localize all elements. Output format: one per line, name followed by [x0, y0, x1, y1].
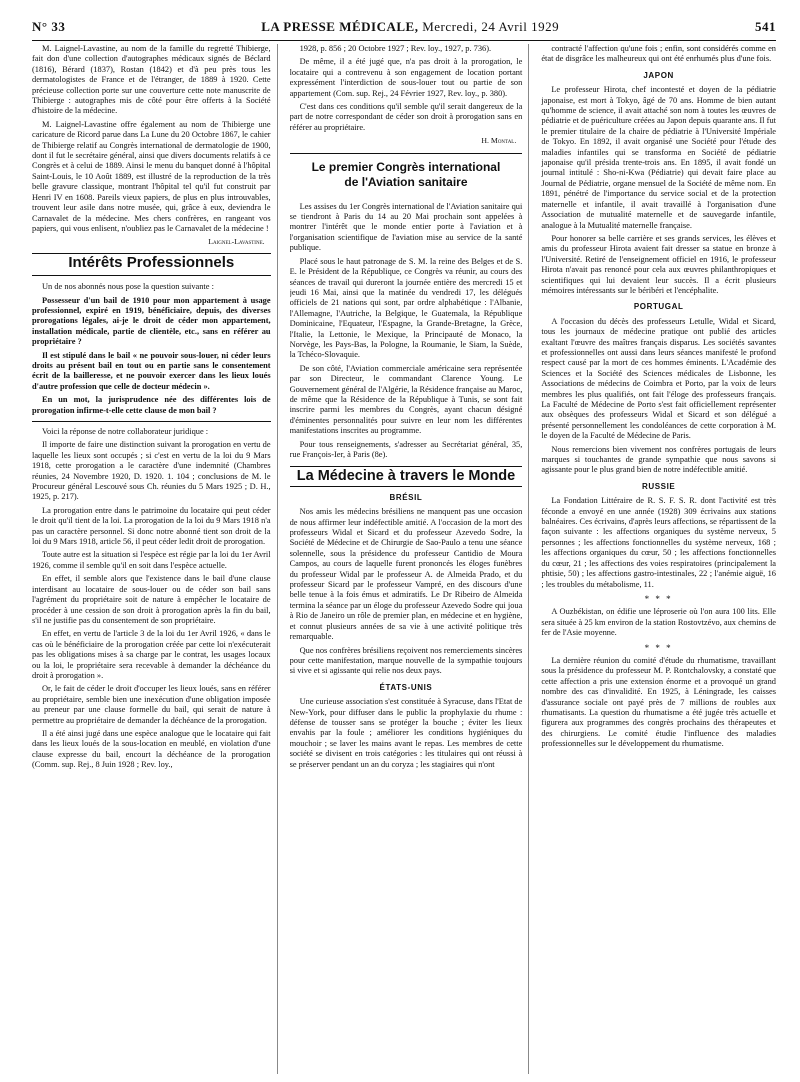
country-heading-portugal: PORTUGAL [633, 302, 684, 312]
rhumatisme-block [541, 656, 776, 750]
page-number: 541 [754, 19, 776, 34]
paragraph: Possesseur d'un bail de 1910 pour mon appartement à usage professionnel, expiré en 1919, bénéficiaire, depuis, des diverses prorogations légales, ai-je le droit de céder mon appartement, installation médicale, partie de clientèle, etc., sans en référer au propriétaire ? [32, 295, 271, 347]
paragraph: A l'occasion du décès des professeurs Letulle, Widal et Sicard, tous les journaux de médecine pratique ont publié des articles exaltant l'œuvre des maîtres français disparus. Les sociétés savantes et professionnelles ont aussi dans leurs séances manifesté le profond respect causé par la mort de ces hommes éminents. L'Académie des Sciences et la Société des Sciences médicales de Lisbonne, les Associations de médecins de Coimbra et Porto, par la voix de leurs membres les plus qualifiés, ont fait l'éloge des professeurs français. La Faculté de Médecine de Porto s'est fait officiellement représenter aux obsèques des professeurs Widal et Sicard et son délégué a présenté personnellement les condoléances de cette corporation à M. le doyen de la Faculté de Médecine de Paris. [541, 316, 776, 441]
separator-stars: * * * [644, 642, 673, 653]
paragraph: Les assises du 1er Congrès international de l'Aviation sanitaire qui se tiendront à Paris du 14 au 20 Mai prochain sont appelées à montrer l'intérêt que le monde entier porte à l'aviation et à l'organisation scientifique de l'aviation mise au service de la santé publique. [289, 201, 523, 253]
paragraph: Nos amis les médecins brésiliens ne manquent pas une occasion de nous affirmer leur indéfectible amitié. A l'occasion de la mort des professeurs Widal et Sicard et du professeur Azevedo Sodre, la Société de Médecine et de Chirurgie de Sao-Paulo a tenu une séance solennelle, sous la présidence du professeur Cantidio de Moura Campos, au cours de laquelle furent prononcés les éloges funèbres du professeur Widal par le professeur A. de Almeida Prado, et du professeur Sicard par le professeur Vampré, en des discours d'une belle tenue à la fois émus et admiratifs. Le Dr Ribeiro de Almeida termina la séance par un éloge du professeur Azevedo Sodre qui joua à Rio de Janeiro un rôle de premier plan, en médecine et en hygiène, et connut plusieurs années de sa vie à une activité politique très remarquable. [289, 507, 523, 642]
paragraph: contracté l'affection qu'une fois ; enfin, sont considérés comme en état de disgrâce les malheureux qui ont été enrhumés plus d'une fois. [541, 44, 776, 64]
paragraph: De son côté, l'Aviation commerciale américaine sera représentée par son Directeur, le commandant Clarence Young. Le Gouvernement général de l'Algérie, la Résidence française au Maroc, de même que la Résidence de la République à Tunis, se sont fait inscrire parmi les membres du Congrès, ayant chacun désigné d'éminentes personnalités pour suivre en leur nom les différentes manifestations inscrites au programme. [289, 363, 523, 436]
paragraph: Pour tous renseignements, s'adresser au Secrétariat général, 35, rue François-Ier, à Paris (8e). [289, 439, 523, 459]
paragraph: 1928, p. 856 ; 20 Octobre 1927 ; Rev. loy., 1927, p. 736). [299, 44, 492, 53]
bresil-block [290, 507, 523, 677]
paragraph: Une curieuse association s'est constituée à Syracuse, dans l'Etat de New-York, pour diffuser dans le public la prophylaxie du rhume : défense de tousser sans se protéger la bouche ; éviter les lieux envahis par la foule ; améliorer les conditions hygiéniques du mouchoir ; se laver les mains avant le repas. Les membres de cette société se divisent en trois catégories : les titulaires qui ont réussi à se préserver pendant un an du coryza ; les stagiaires qui n'ont [289, 697, 523, 769]
issue-date: Mercredi, 24 Avril 1929 [422, 19, 560, 34]
paragraph: Placé sous le haut patronage de S. M. la reine des Belges et de S. E. le Président de la République, ce Congrès va réunir, au cours des séances de travail qui dureront la journée entière des mercredi 15 et jeudi 16 Mai, ainsi que la matinée du vendredi 17, les délégués officiels de 21 nations qui sont, par ordre alphabétique : l'Albanie, l'Allemagne, l'Autriche, la Belgique, le Guatemala, la République Dominicaine, l'Equateur, l'Espagne, la Grande-Bretagne, la Grèce, l'Italie, la Lettonie, le Mexique, la Principauté de Monaco, la Norvège, les Pays-Bas, la Pologne, la Roumanie, le Siam, la Suède, la Tchéco-Slovaquie. [289, 256, 523, 360]
section-header [32, 253, 271, 276]
paragraph: Que nos confrères brésiliens reçoivent nos remerciements sincères pour cette manifestation, marque nouvelle de la sympathie toujours si vive et si agissante qui relie nos deux pays. [289, 645, 523, 676]
separator-stars: * * * [644, 593, 673, 604]
masthead [32, 14, 776, 41]
legal-signature: H. Montal. [481, 136, 517, 146]
paragraph: Il a été ainsi jugé dans une espèce analogue que le locataire qui fait dans les lieux loués de la sous-location en meublé, en violation d'une clause expresse du bail, encourt la déchéance de la prorogation (Comm. sup. Rej., 8 Juin 1928 ; Rev. loy., [32, 728, 271, 770]
usa-continuation-block [541, 44, 776, 65]
congress-title [290, 153, 523, 196]
question-block [32, 296, 271, 416]
paragraph: Pour honorer sa belle carrière et ses grands services, les élèves et amis du professeur Hirota avaient fait dresser sa statue en bronze à l'Université. Retiré de l'enseignement officiel en 1916, le professeur Hirota n'avait pas renoncé pour cela aux œuvres philanthropiques et scientifiques qui lui devaient leur succès. Il a écrit plusieurs mémoires intéressants sur le béribéri et l'encéphalite. [541, 233, 776, 295]
paragraph: La dernière réunion du comité d'étude du rhumatisme, travaillant sous la présidence du professeur M. P. Rontchalovsky, a constaté que cette affection a pris une extension énorme et a provoqué un grand nombre des cas d'invalidité. En 1925, à Léningrade, les caisses d'assurance sociale ont payé près de 7 millions de roubles aux rhumatisants. La question du rhumatisme a été jugée très actuelle et figurera aux programmes des congrès prochains des thérapeutes et des chirurgiens. Le comité étudie l'influence des maladies professionnelles sur le développement du rhumatisme. [541, 655, 776, 749]
country-heading-bresil: BRÉSIL [389, 492, 423, 502]
paragraph: C'est dans ces conditions qu'il semble qu'il serait dangereux de la part de notre correspondant de céder son droit à prorogation sans en référer au propriétaire. [289, 102, 523, 132]
japon-block [541, 85, 776, 296]
paragraph: En un mot, la jurisprudence née des différentes lois de prorogation infirme-t-elle cette clause de mon bail ? [32, 395, 271, 415]
congress-title-line-2: de l'Aviation sanitaire [344, 174, 468, 189]
issue-number: N° 33 [32, 19, 66, 34]
congress-title-line-1: Le premier Congrès international [311, 159, 501, 174]
paragraph: En effet, il semble alors que l'existence dans le bail d'une clause interdisant au locataire de sous-louer ou de céder son bail sans l'agrément du propriétaire soit de nature à empêcher le locataire de procéder à une cession de son droit à prorogation après la fin du bail, s'il ne justifie pas du consentement de son propriétaire. [32, 574, 271, 625]
congress-block [290, 202, 523, 461]
paragraph: De même, il a été jugé que, n'a pas droit à la prorogation, le locataire qui a contrevenu à son engagement de location portant expressément l'interdiction de sous-louer tout ou partie de son appartement (Com. sup. Rej., 24 Février 1927, Rev. loy., p. 380). [289, 57, 523, 98]
paragraph: A Ouzbékistan, on édifie une léproserie où l'on aura 100 lits. Elle sera située à 25 km environ de la station Rostovtzévo, aux chemins de fer de l'Asie moyenne. [541, 607, 776, 638]
russie-block [541, 496, 776, 590]
column-1 [32, 44, 278, 1074]
portugal-block [541, 317, 776, 476]
paragraph: Il importe de faire une distinction suivant la prorogation en vertu de laquelle les lieux sont occupés ; si c'est en vertu de la loi du 9 Mars 1918, cette prorogation a le caractère d'une indemnité (Chambres réunies, 24 Novembre 1920, D. 1920. 1. 104 ; conclusions de M. le Procureur général Lescouvé sous Ch. réunies du 5 Mars 1925 ; D. H., 1925, p. 217). [32, 440, 271, 502]
answer-intro: Voici la réponse de notre collaborateur juridique : [42, 427, 209, 436]
usa-block [290, 697, 523, 770]
journal-title [261, 19, 559, 35]
column-3 [541, 44, 776, 1074]
journal-name: LA PRESSE MÉDICALE, [261, 19, 419, 34]
country-heading-russie: RUSSIE [641, 481, 676, 491]
paragraph: Il est stipulé dans le bail « ne pouvoir sous-louer, ni céder leurs droits au présent bail en tout ou en partie sans le consentement écrit de la bailleresse, et ne pouvoir exercer dans les lieux loués d'autre profession que celle de docteur médecin ». [32, 350, 271, 391]
newspaper-page [32, 14, 776, 1074]
paragraph: M. Laignel-Lavastine, au nom de la famille du regretté Thibierge, fait don d'une collection d'autographes médicaux signés de Béclard (1816), Bérard (1837), Rostan (1842) et d'à peu près tous les dermatologistes de France et de l'étranger, de 1889 à 1920. Cette précieuse collection porte sur une couverture cette note manuscrite de Thibierge : autographes mis de côté pour être offerts à la Société d'histoire de la médecine. [32, 44, 271, 116]
paragraph: Toute autre est la situation si l'espèce est régie par la loi du 1er Avril 1926, comme il semble qu'il en soit dans l'espèce actuelle. [32, 550, 271, 570]
ouzbek-block [541, 607, 776, 638]
country-heading-usa: ÉTATS-UNIS [379, 682, 433, 692]
intro-block [32, 44, 271, 234]
world-section-title: La Médecine à travers le Monde [290, 466, 523, 486]
intro-signature: Laignel-Lavastine. [208, 237, 265, 247]
paragraph: La prorogation entre dans le patrimoine du locataire qui peut céder le droit qu'il tient de la loi. La prorogation de la loi du 9 Mars 1918 n'a pas un caractère personnel. Si donc notre abonné tient son droit de la loi du 9 Mars 1918, article 56, il peut céder ledit droit de prorogation. [32, 505, 271, 547]
paragraph: M. Laignel-Lavastine offre également au nom de Thibierge une caricature de Ricord parue dans La Lune du 20 Octobre 1867, le cahier de Thibierge relatif au Congrès international de dermatologie de 1900, dont il fut le secrétaire général, ainsi que divers documents relatifs à ce Congrès et à celui de 1889. Ainsi le menu du banquet donné à l'hôpital Saint-Louis, le 10 Août 1889, est illustré de la reproduction de la très belle gravure classique, montrant l'hôpital tel qu'il fut construit par Henri IV en 1608. Pareils vieux papiers, de plus en plus introuvables, trouvent leur asile dans notre musée, qui, grâce à eux, deviendra le Carnavalet de la médecine. Mes chers confrères, en rangeant vos papiers, qui vous enlisent, n'oubliez pas le Carnavalet de la médecine ! [32, 119, 271, 233]
paragraph: En effet, en vertu de l'article 3 de la loi du 1er Avril 1926, « dans le cas où le bénéficiaire de la prorogation créée par cette loi n'exécuterait pas les obligations mises à sa charge par le contrat, les usages locaux ou la loi, le propriétaire sera recevable à demander la déchéance du droit à prorogation ». [32, 629, 271, 680]
country-heading-japon: JAPON [643, 70, 674, 80]
paragraph: Or, le fait de céder le droit d'occuper les lieux loués, sans en référer au propriétaire, semble bien une inexécution d'une obligation imposée au preneur par une clause formelle du bail, qui serait de nature à permettre au propriétaire de demander la déchéance de la prorogation. [32, 684, 271, 725]
question-intro: Un de nos abonnés nous pose la question suivante : [42, 282, 214, 292]
column-2 [290, 44, 530, 1074]
paragraph: Le professeur Hirota, chef incontesté et doyen de la pédiatrie japonaise, est mort à Tokyo, âgé de 70 ans. Homme de bien autant qu'homme de science, il avait attaché son nom à toutes les œuvres de pédiatrie et de puériculture créées au Japon depuis quarante ans. Il fut le premier titulaire de la chaire de pédiatrie à l'Université Impériale de Tokyo. En 1892, il avait organisé une Société pour l'étude des maladies infantiles qui se transforma en Société de pédiatrie japonaise qu'il présida trente-trois ans. En 1895, il avait fondé un journal intitulé : Sho-ni-Kwa (Pédiatrie) qui devait faire place au Journal de Pédiatrie, organe mensuel de la Société de même nom. En 1891, pénétré de l'importance du service social et de la protection maternelle et infantile, il avait travaillé à l'organisation d'une Association de mutualité maternelle et de sauvegarde infantile, analogue à la Mutualité maternelle française. [541, 85, 776, 230]
paragraph: La Fondation Littéraire de R. S. F. S. R. dont l'activité est très féconde a envoyé en une année (1928) 309 écrivains aux stations balnéaires. Ces écrivains, d'après leurs affections, se répartissent de la façon suivante : les affections organiques du système nerveux, 5 personnes ; les affections fonctionnelles du système nerveux, 168 ; les affections organiques du cœur, 50 ; les affections fonctionnelles du cœur, 21 ; les affections des voies respiratoires (principalement la phtisie, 50) ; les affections gastro-intestinales, 22 ; l'anémie aiguë, 16 ; les troubles du métabolisme, 11. [541, 496, 776, 589]
continuation-block [290, 44, 523, 133]
answer-block [32, 440, 271, 770]
section-title: Intérêts Professionnels [68, 253, 235, 271]
paragraph: Nous remercions bien vivement nos confrères portugais de leurs marques si touchantes de grande sympathie que nous savons si agissante pour le plus grand bien de notre indéfectible amitié. [541, 444, 776, 475]
divider [32, 421, 271, 422]
